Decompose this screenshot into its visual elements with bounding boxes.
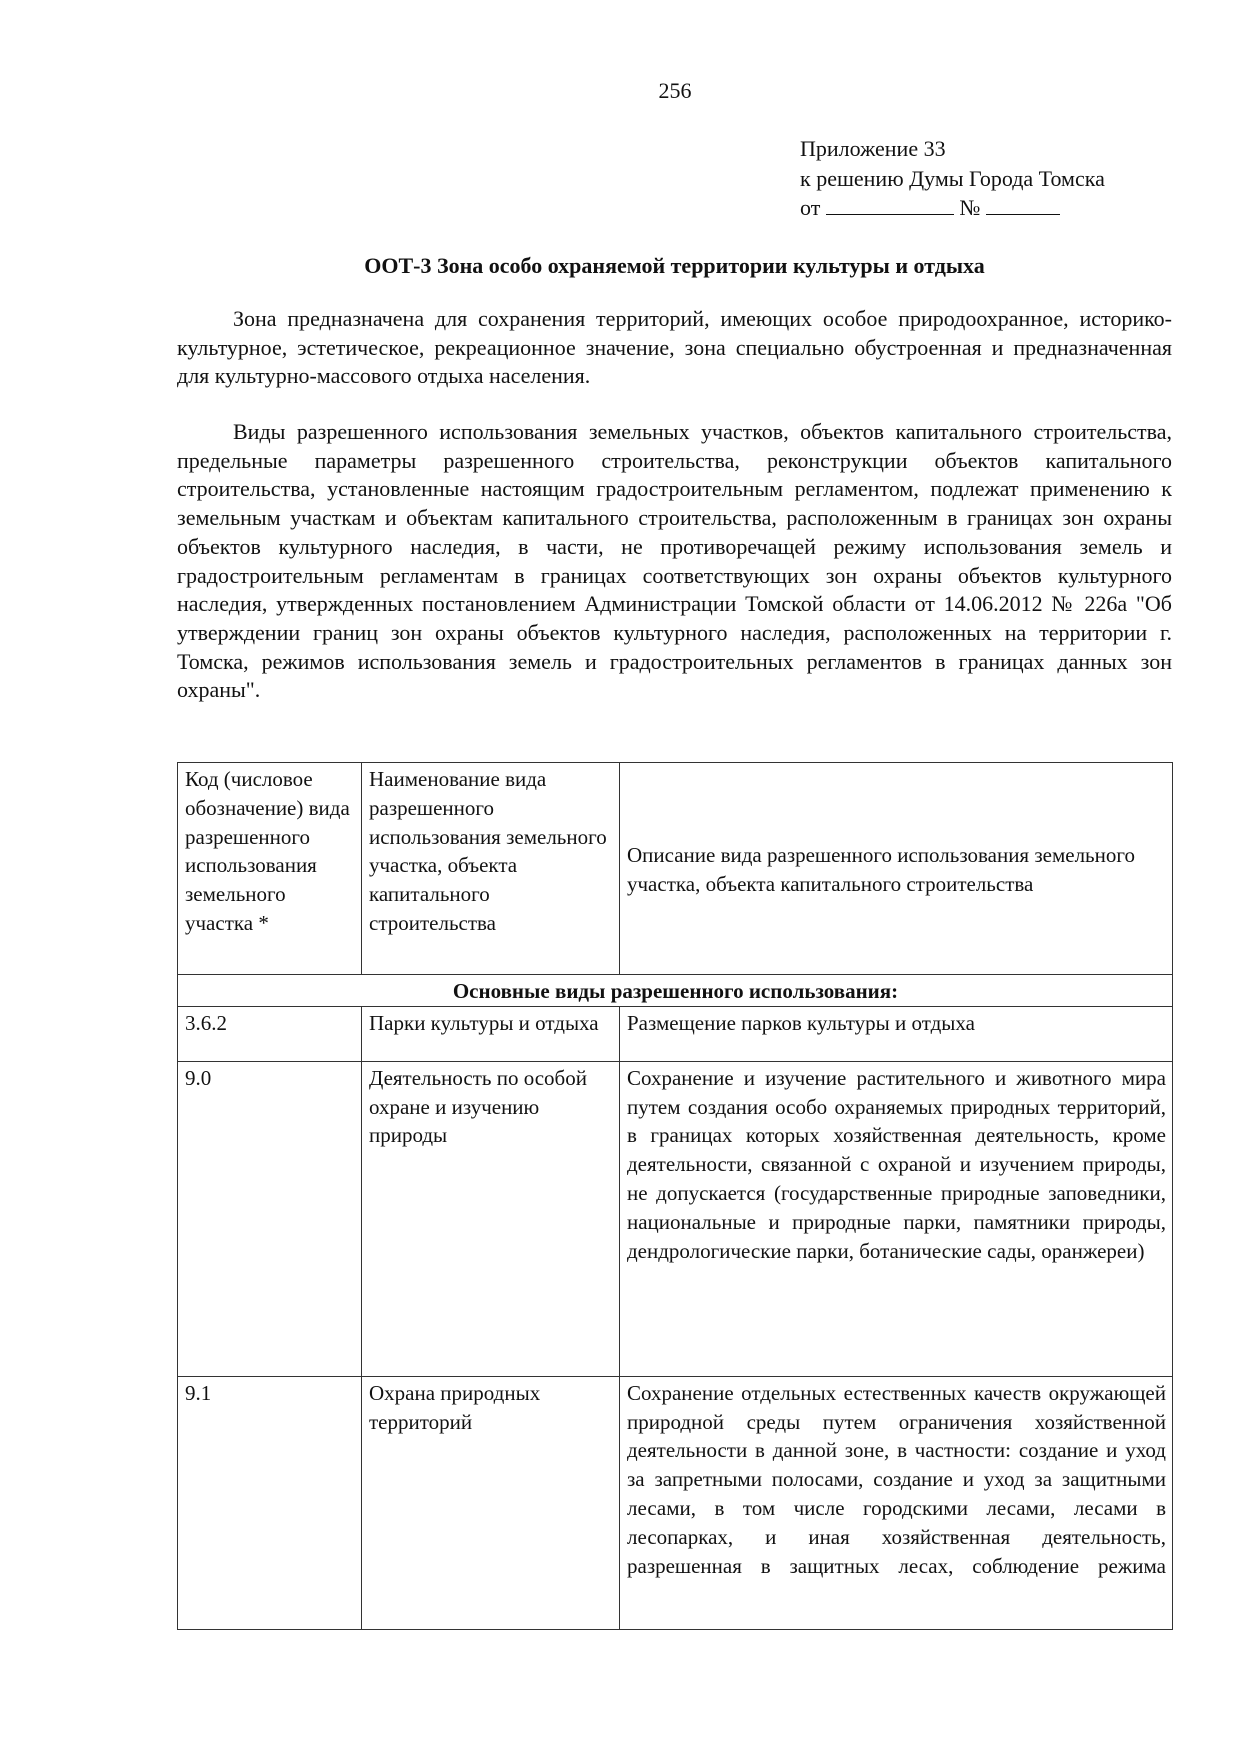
header-code: Код (числовое обозначение) вида разрешенного использования земельного участка *: [178, 763, 362, 975]
date-prefix: от: [800, 195, 821, 220]
row-code: 9.1: [178, 1376, 362, 1629]
table-header-row: [178, 763, 1173, 975]
row-description: Размещение парков культуры и отдыха: [620, 1006, 1173, 1061]
document-title: ООТ-3 Зона особо охраняемой территории культуры и отдыха: [364, 253, 985, 278]
table-row: [178, 1006, 1173, 1061]
paragraph-permitted-uses: Виды разрешенного использования земельных участков, объектов капитального строительства, предельные параметры разрешенного строительства, реконструкции объектов капитального строительства, установленные настоящим градостроительным регламентом, подлежат применению к земельным участкам и объектам капитального строительства, расположенным в границах зон охраны объектов культурного наследия, в части, не противоречащей режиму использования земель и градостроительным регламентам в границах соответствующих зон охраны объектов культурного наследия, утвержденных постановлением Администрации Томской области от 14.06.2012 № 226а "Об утверждении границ зон охраны объектов культурного наследия, расположенных на территории г. Томска, режимов использования земель и градостроительных регламентов в границах данных зон охраны".: [177, 419, 1172, 703]
header-description: Описание вида разрешенного использования земельного участка, объекта капитального строительства: [620, 763, 1173, 975]
appendix-decision: к решению Думы Города Томска: [800, 165, 1105, 191]
row-code: 3.6.2: [178, 1006, 362, 1061]
permitted-use-table: [177, 762, 1173, 1630]
appendix-header: [800, 134, 1105, 223]
row-name: Парки культуры и отдыха: [362, 1006, 620, 1061]
number-blank: [986, 196, 1060, 215]
page-number: 256: [658, 78, 692, 103]
table-section-row: [178, 975, 1173, 1007]
date-blank: [826, 196, 954, 215]
table-row: [178, 1376, 1173, 1629]
section-title: Основные виды разрешенного использования:: [178, 975, 1173, 1007]
row-name: Деятельность по особой охране и изучению природы: [362, 1061, 620, 1376]
header-name: Наименование вида разрешенного использования земельного участка, объекта капитального строительства: [362, 763, 620, 975]
row-name: Охрана природных территорий: [362, 1376, 620, 1629]
row-description: Сохранение отдельных естественных качеств окружающей природной среды путем ограничения хозяйственной деятельности в данной зоне, в частности: создание и уход за запретными полосами, создание и уход за защитными лесами, в том числе городскими лесами, лесами в лесопарках, и иная хозяйственная деятельность, разрешенная в защитных лесах, соблюдение режима: [620, 1376, 1173, 1629]
number-sign: №: [959, 195, 981, 220]
table-row: [178, 1061, 1173, 1376]
appendix-date-line: [800, 193, 1105, 223]
paragraph-zone-purpose: Зона предназначена для сохранения территорий, имеющих особое природоохранное, историко-культурное, эстетическое, рекреационное значение, зона специально обустроенная и предназначенная для культурно-массового отдыха населения.: [177, 306, 1172, 389]
appendix-number: Приложение 33: [800, 136, 946, 161]
row-code: 9.0: [178, 1061, 362, 1376]
row-description: Сохранение и изучение растительного и животного мира путем создания особо охраняемых природных территорий, в границах которых хозяйственная деятельность, кроме деятельности, связанной с охраной и изучением природы, не допускается (государственные природные заповедники, национальные и природные парки, памятники природы, дендрологические парки, ботанические сады, оранжереи): [620, 1061, 1173, 1376]
